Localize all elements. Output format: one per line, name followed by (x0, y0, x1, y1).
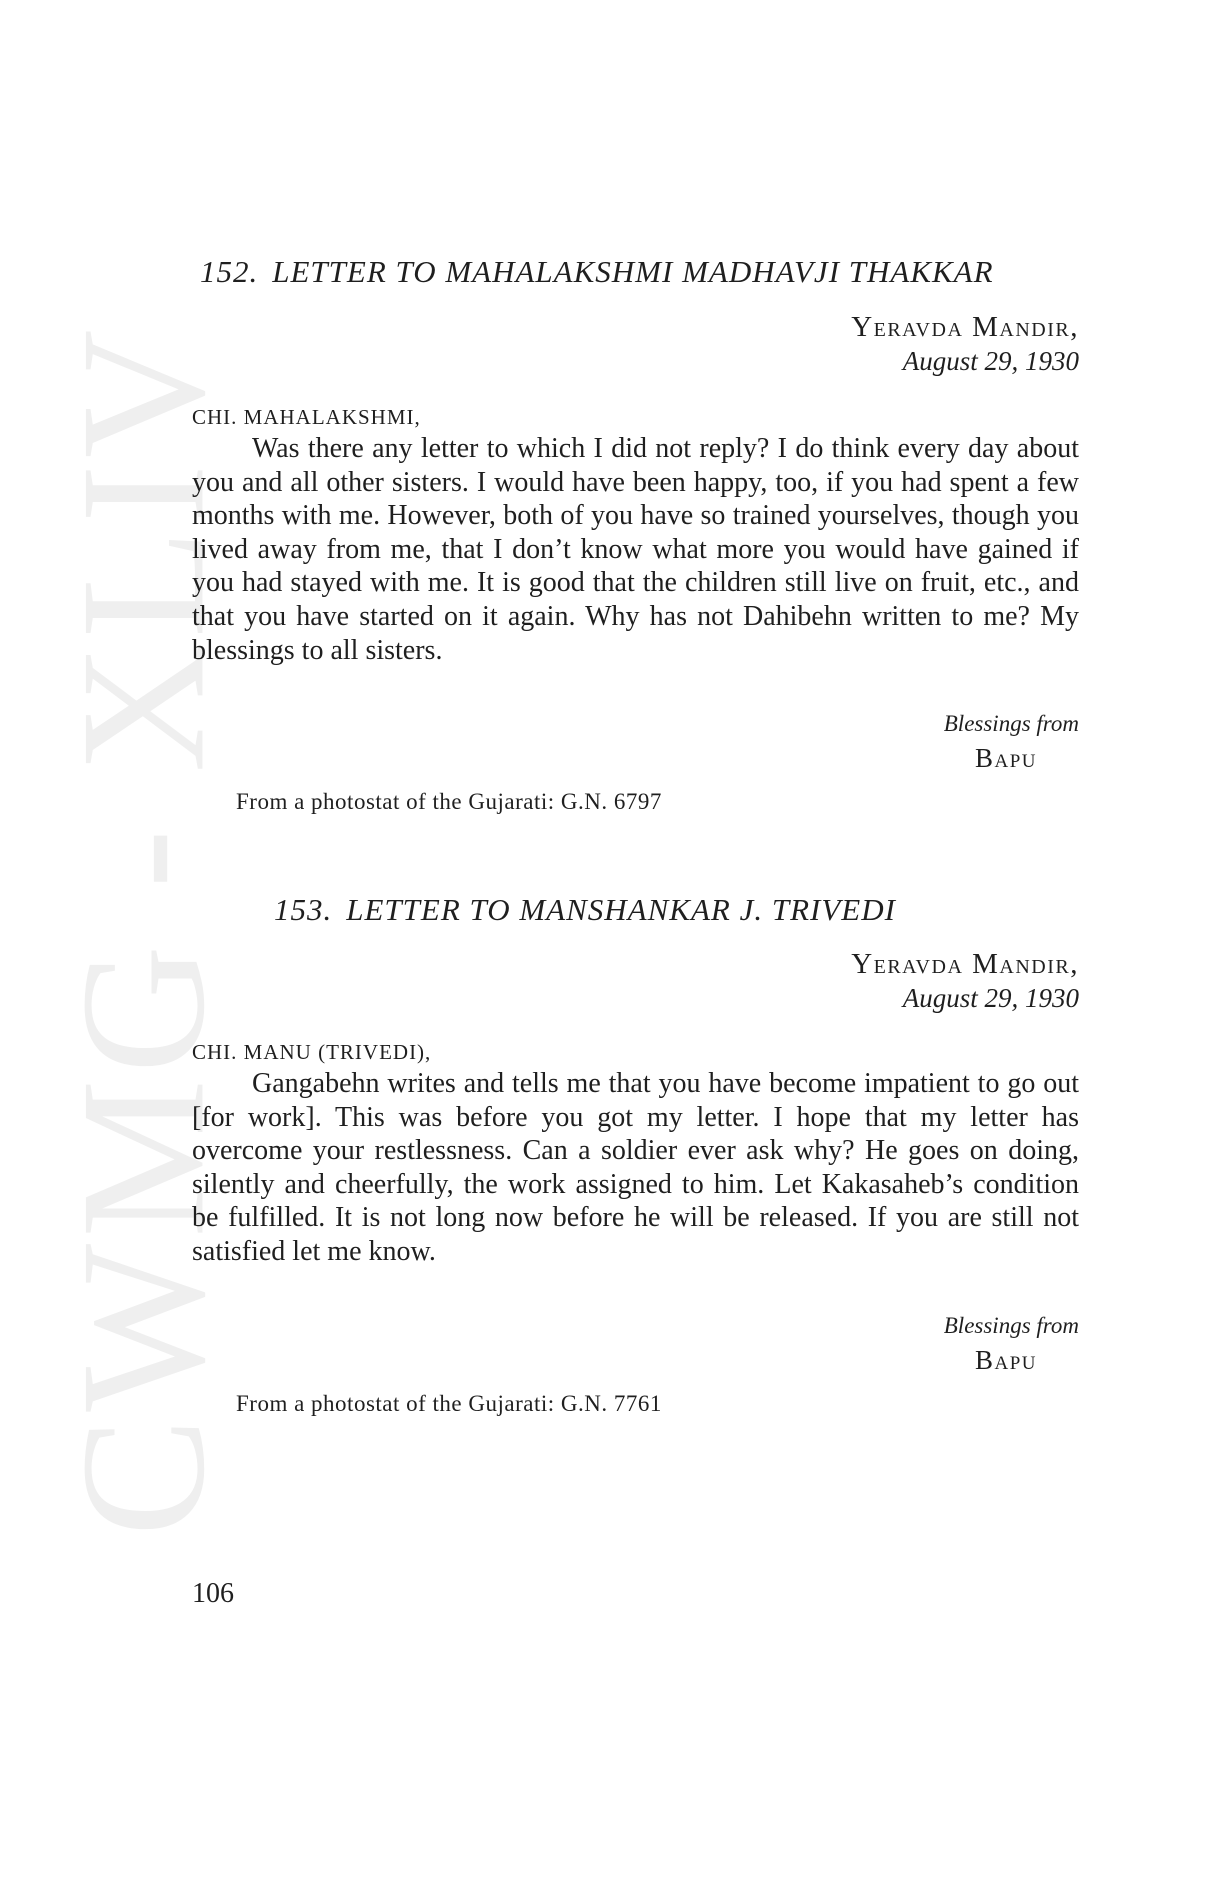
letter-body: Gangabehn writes and tells me that you have become impatient to go out [for work]. This was before you got my letter. I hope that my letter has overcome your restlessness. Can a soldier ever ask why? He goes on doing, silently and cheerfully, the work assigned to him. Let Kakasaheb’s condition be fulfilled. It is not long now before he will be released. If you are still not satisfied let me know. (192, 1068, 1079, 1267)
letter-title: LETTER TO MAHALAKSHMI MADHAVJI THAKKAR (272, 254, 994, 289)
letter-signature-block (944, 707, 1079, 775)
letter-signature: Bapu (974, 1345, 1037, 1375)
letter-source-note: From a photostat of the Gujarati: G.N. 6797 (236, 789, 662, 814)
letter-date: August 29, 1930 (902, 983, 1079, 1013)
letter-place: Yeravda Mandir, (851, 311, 1079, 343)
letter-source-note: From a photostat of the Gujarati: G.N. 7761 (236, 1391, 662, 1416)
letter-closing: Blessings from (943, 1313, 1079, 1338)
letter-salutation: CHI. MANU (TRIVEDI), (192, 1040, 432, 1064)
letter-closing: Blessings from (943, 711, 1079, 736)
letter-body: Was there any letter to which I did not reply? I do think every day about you and all other sisters. I would have been happy, too, if you had spent a few months with me. However, both of you have so trained yourselves, though you lived away from me, that I don’t know what more you would have gained if you had stayed with me. It is good that the children still live on fruit, etc., and that you have started on it again. Why has not Dahibehn written to me? My blessings to all sisters. (192, 433, 1079, 666)
letter-heading (200, 256, 994, 287)
letter-place-date (851, 310, 1079, 378)
letter-place-date (851, 947, 1079, 1015)
letter-signature-block (944, 1309, 1079, 1377)
letter-signature: Bapu (974, 743, 1037, 773)
letter-heading (274, 894, 896, 925)
letter-title: LETTER TO MANSHANKAR J. TRIVEDI (346, 892, 896, 927)
letter-number: 152. (200, 254, 259, 289)
page-number: 106 (192, 1578, 234, 1609)
watermark-text: CWMG - XLIV (43, 323, 242, 1537)
letter-number: 153. (274, 892, 333, 927)
letter-place: Yeravda Mandir, (851, 948, 1079, 980)
letter-salutation: CHI. MAHALAKSHMI, (192, 405, 421, 429)
letter-date: August 29, 1930 (902, 346, 1079, 376)
